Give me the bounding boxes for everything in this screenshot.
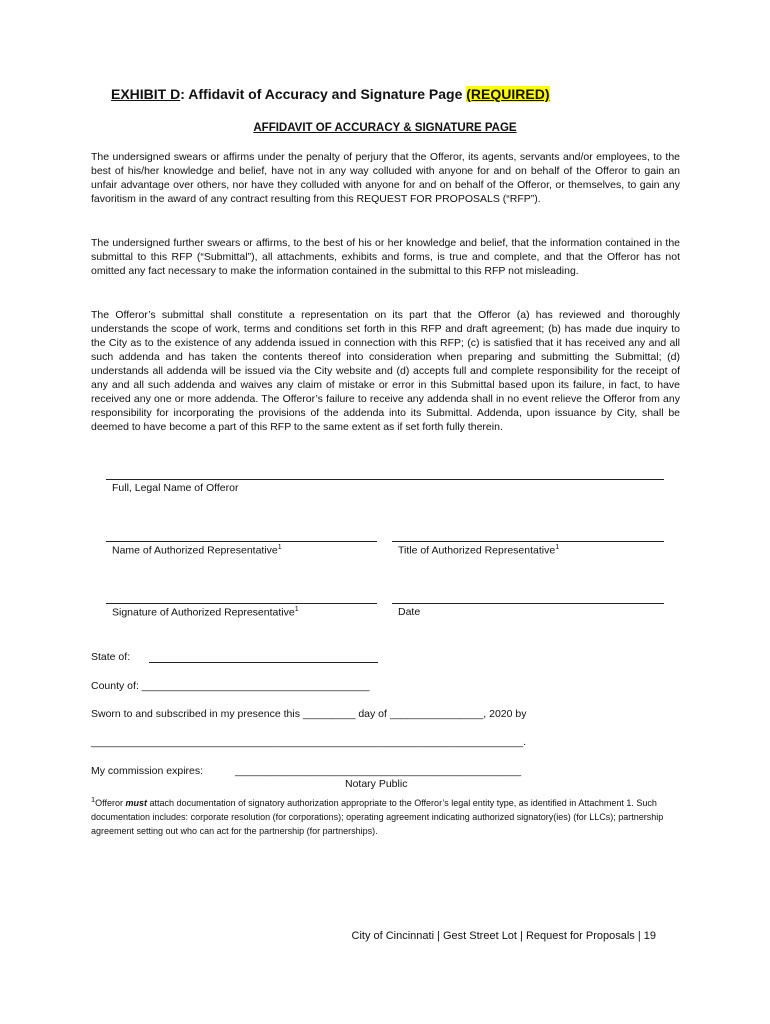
sworn-statement: Sworn to and subscribed in my presence this _________ day of ________________, 2020 by <box>91 708 527 720</box>
exhibit-heading <box>111 86 550 102</box>
footnote-ref: 1 <box>294 606 299 613</box>
signature-text: Signature of Authorized Representative <box>112 606 295 619</box>
paragraph-representation: The Offeror’s submittal shall constitute a representation on its part that the Offeror (a) has reviewed and thoroughly understands the scope of work, terms and conditions set forth in this RFP and draft agreement; (b) has made due inquiry to the City as to the existence of any addenda issued in connection with this RFP; (c) is satisfied that it has received any and all such addenda and has taken the contents thereof into consideration when preparing and submitting the Submittal; (d) understands all addenda will be issued via the City website and (d) accepts full and complete responsibility for the receipt of any and all such addenda and waives any claim of mistake or error in this Submittal based upon its failure, in fact, to have received any one or more addenda. The Offeror’s failure to receive any addenda shall in no event relieve the Offeror from any responsibility for incorporating the provisions of the addenda into its Submittal. Addenda, upon issuance by City, shall be deemed to have become a part of this RFP to the same extent as if set forth fully therein. <box>91 309 680 433</box>
date-label: Date <box>398 606 421 618</box>
footnote-body: attach documentation of signatory authorization appropriate to the Offeror’s legal entity type, as identified in Attachment 1. Such documentation includes: corporate resolution (for corporations); operating agreement indicating authorized signatory(ies) (for LLCs); partnership agreement setting out who can act for the partnership (for partnerships). <box>91 798 664 836</box>
required-highlight: (REQUIRED) <box>466 86 550 102</box>
footnote-must: must <box>125 798 148 808</box>
footnote-mark: 1 <box>91 795 96 804</box>
paragraph-accuracy: The undersigned further swears or affirms, to the best of his or her knowledge and belief, that the information contained in the submittal to this RFP (“Submittal”), all attachments, exhibits and forms, is true and complete, and that the Offeror has not omitted any fact necessary to make the information contained in the submittal to this RFP not misleading. <box>91 237 680 277</box>
rep-title-text: Title of Authorized Representative <box>398 544 556 557</box>
paragraph-collusion: The undersigned swears or affirms under the penalty of perjury that the Offeror, its agents, servants and/or employees, to the best of his/her knowledge and belief, have not in any way colluded with anyone for and on behalf of the Offeror to gain an unfair advantage over others, nor have they colluded with anyone for and on behalf of the Offeror, or themselves, to gain any favoritism in the award of any contract resulting from this REQUEST FOR PROPOSALS (“RFP”). <box>91 151 680 205</box>
rep-name-text: Name of Authorized Representative <box>112 544 278 557</box>
state-line[interactable] <box>149 662 378 663</box>
state-label: State of: <box>91 651 131 663</box>
offeror-name-label: Full, Legal Name of Offeror <box>112 482 239 494</box>
date-line[interactable] <box>392 603 664 604</box>
footnote-pre: Offeror <box>95 798 126 808</box>
commission-label: My commission expires: <box>91 765 204 777</box>
sworn-by-line: __________________________________________________________________________. <box>91 736 527 748</box>
notary-public-label: Notary Public <box>345 778 408 790</box>
rep-name-line[interactable] <box>106 541 377 542</box>
exhibit-title: : Affidavit of Accuracy and Signature Page <box>180 86 467 102</box>
signature-line[interactable] <box>106 603 377 604</box>
exhibit-label: EXHIBIT D <box>111 86 181 102</box>
rep-name-label <box>112 544 282 557</box>
county-field: County of: _______________________________________ <box>91 680 370 692</box>
affidavit-subheading: AFFIDAVIT OF ACCURACY & SIGNATURE PAGE <box>253 122 517 134</box>
signature-label <box>112 606 299 619</box>
footnote-ref: 1 <box>555 544 560 551</box>
commission-line: _________________________________________________ <box>235 765 522 777</box>
page-footer: City of Cincinnati | Gest Street Lot | Request for Proposals | 19 <box>351 930 656 942</box>
footnote-ref: 1 <box>277 544 282 551</box>
rep-title-line[interactable] <box>392 541 664 542</box>
rep-title-label <box>398 544 559 557</box>
offeror-name-line[interactable] <box>106 479 664 480</box>
footnote <box>91 793 691 838</box>
